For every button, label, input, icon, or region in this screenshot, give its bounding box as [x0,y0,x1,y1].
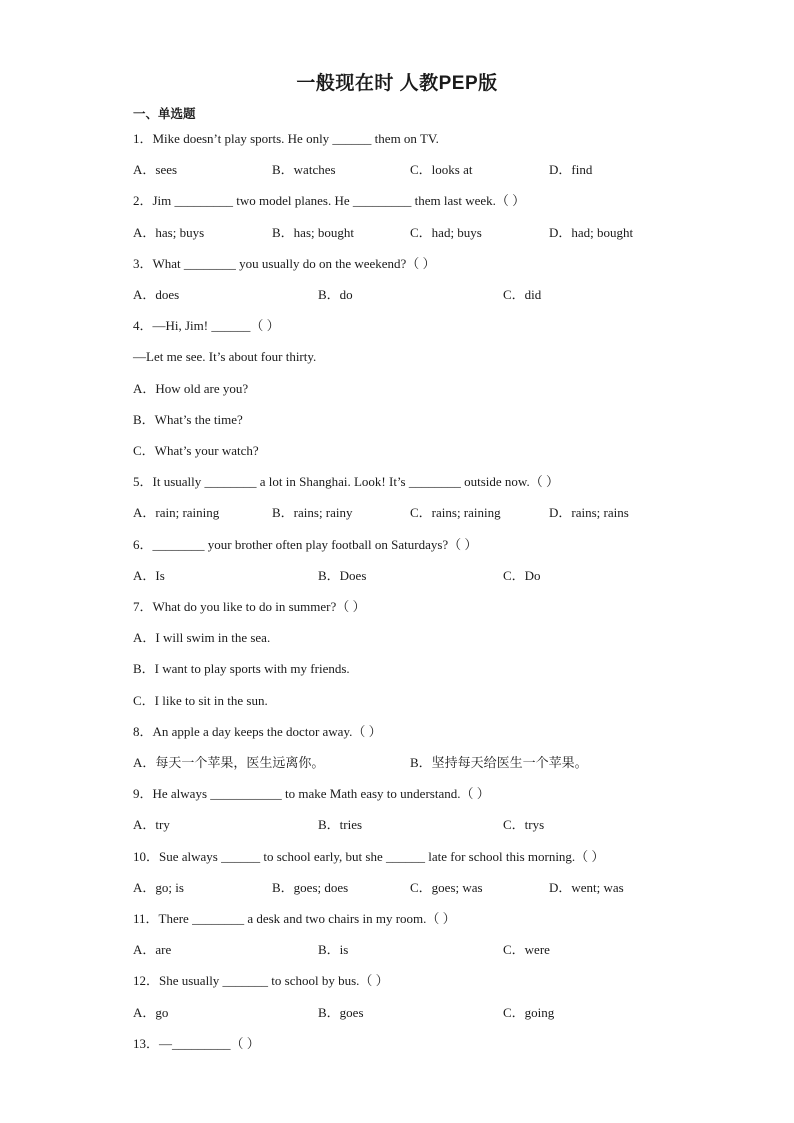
option-b: B．is [318,942,349,957]
option-d: D．had; bought [549,225,634,240]
question-stem: 10．Sue always ______ to school early, but she ______ late for school this morning.（ ） [133,849,605,864]
option-a: A．try [133,817,170,832]
question-stem: 2．Jim _________ two model planes. He _________ them last week.（ ） [133,193,526,208]
section-heading: 一、单选题 [133,107,196,121]
option-a: A．sees [133,162,178,177]
question-stem: 6．________ your brother often play football on Saturdays?（ ） [133,537,478,552]
option-b: B．Does [318,568,367,583]
option-c: C．What’s your watch? [133,443,259,458]
option-d: D．went; was [549,880,624,895]
question-stem: 13．—_________（ ） [133,1036,260,1051]
question-stem: 3．What ________ you usually do on the weekend?（ ） [133,256,436,271]
option-b: B．What’s the time? [133,412,243,427]
option-a: A．does [133,287,180,302]
option-a: A．I will swim in the sea. [133,630,271,645]
question-stem: 5．It usually ________ a lot in Shanghai. Look! It’s ________ outside now.（ ） [133,474,559,489]
option-a: A．rain; raining [133,505,220,520]
option-b: B．I want to play sports with my friends. [133,661,350,676]
question-stem: 8．An apple a day keeps the doctor away.（ ） [133,724,382,739]
option-a: A．每天一个苹果，医生远离你。 [133,755,325,770]
option-b: B．goes; does [272,880,349,895]
question-stem: 7．What do you like to do in summer?（ ） [133,599,366,614]
option-c: C．goes; was [410,880,483,895]
question-stem: 11．There ________ a desk and two chairs in my room.（ ） [133,911,456,926]
option-d: D．rains; rains [549,505,629,520]
option-c: C．going [503,1005,555,1020]
page-title: 一般现在时 人教PEP版 [296,73,498,94]
option-d: D．find [549,162,593,177]
option-c: C．had; buys [410,225,482,240]
option-a: A．How old are you? [133,381,249,396]
option-c: C．were [503,942,550,957]
option-a: A．has; buys [133,225,205,240]
option-b: B．has; bought [272,225,354,240]
option-a: A．are [133,942,172,957]
option-c: C．I like to sit in the sun. [133,693,268,708]
option-a: A．Is [133,568,165,583]
question-stem: 12．She usually _______ to school by bus.（ ） [133,973,389,988]
option-c: C．did [503,287,542,302]
option-b: B．tries [318,817,363,832]
option-b: B．rains; rainy [272,505,353,520]
option-b: B．goes [318,1005,364,1020]
option-c: C．trys [503,817,545,832]
question-stem: 9．He always ___________ to make Math easy to understand.（ ） [133,786,490,801]
option-b: B．坚持每天给医生一个苹果。 [410,755,588,770]
option-c: C．looks at [410,162,473,177]
option-b: B．watches [272,162,336,177]
option-c: C．rains; raining [410,505,501,520]
option-b: B．do [318,287,353,302]
option-c: C．Do [503,568,541,583]
question-stem: 1．Mike doesn’t play sports. He only ______ them on TV. [133,131,439,146]
question-dialogue: —Let me see. It’s about four thirty. [133,349,317,364]
option-a: A．go; is [133,880,184,895]
question-stem: 4．—Hi, Jim! ______（ ） [133,318,280,333]
option-a: A．go [133,1005,169,1020]
